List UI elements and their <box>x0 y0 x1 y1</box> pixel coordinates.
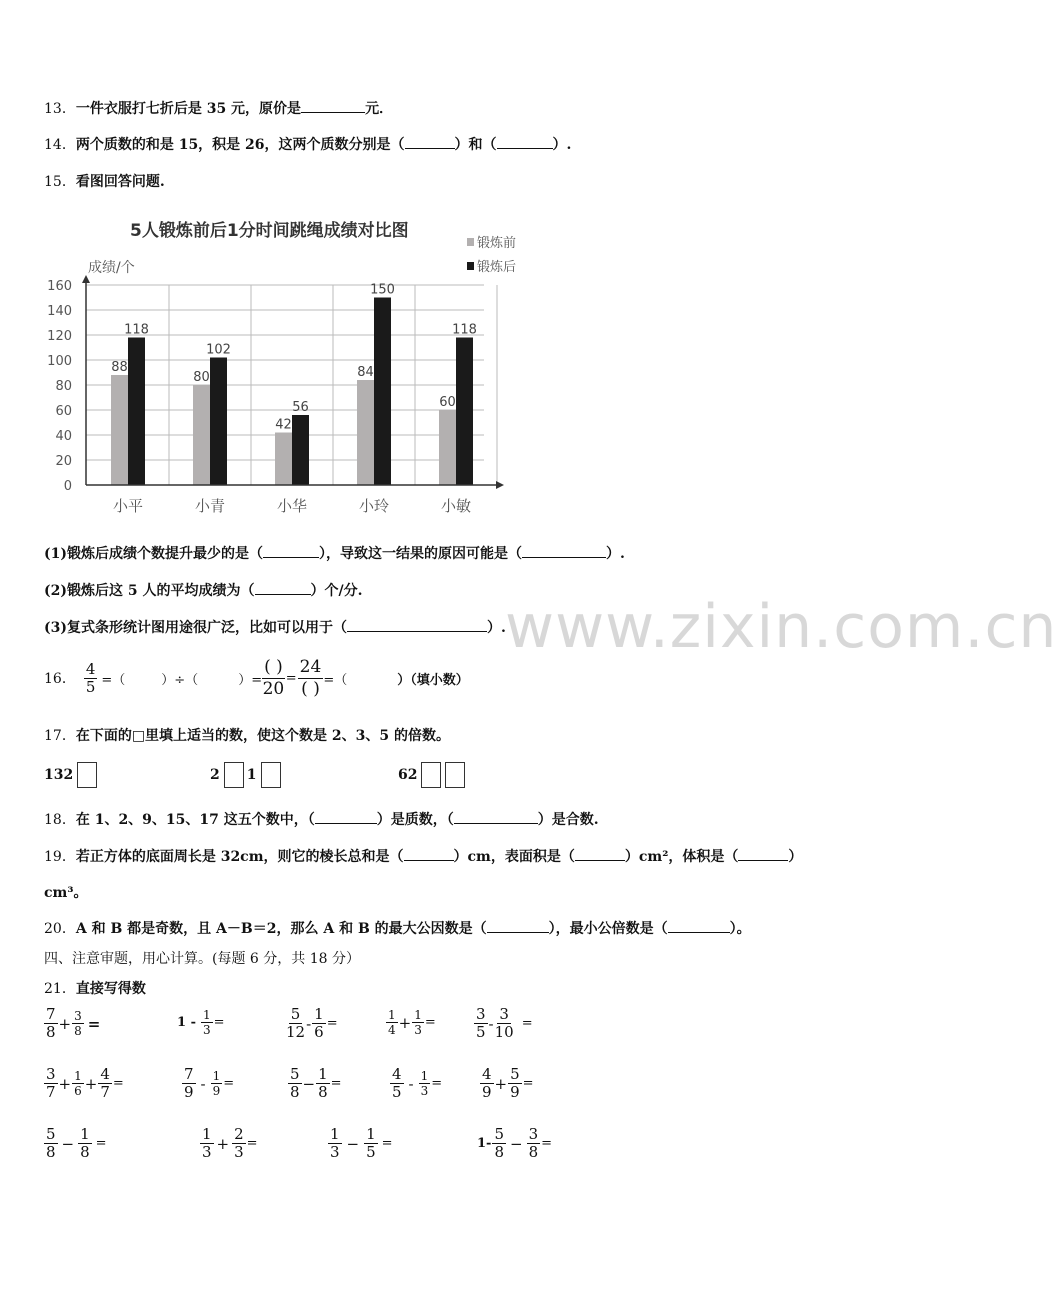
sub-question-3 <box>44 617 506 637</box>
fraction <box>288 1066 302 1101</box>
operator: + <box>494 1074 508 1093</box>
sub-label: (2) <box>44 583 67 599</box>
denominator: 9 <box>184 1083 194 1101</box>
numerator: 1 <box>212 1069 221 1083</box>
equals: = <box>87 1014 101 1033</box>
question-text-end: ）是合数. <box>537 812 599 828</box>
operator: + <box>216 1134 230 1153</box>
equals: = <box>213 1015 225 1030</box>
sub-text: 锻炼后这 5 人的平均成绩为（ <box>67 583 255 599</box>
question-text-end: 元． <box>365 101 394 117</box>
equals: = <box>521 1016 533 1031</box>
equals: ）= <box>238 672 263 688</box>
numerator: 5 <box>494 1125 504 1143</box>
sub-label: (3) <box>44 620 67 636</box>
question-15 <box>44 171 165 191</box>
fraction <box>412 1008 424 1037</box>
fraction <box>286 1006 305 1041</box>
legend-label: 锻炼前 <box>477 236 517 251</box>
section-heading: 四、注意审题，用心计算。(每题 6 分，共 18 分） <box>44 951 360 967</box>
fraction <box>84 661 98 696</box>
numerator: 1 <box>80 1125 90 1143</box>
digit-box-2[interactable] <box>261 762 281 788</box>
y-tick-label: 160 <box>47 279 72 294</box>
fraction <box>492 1126 506 1161</box>
operator: - <box>408 1074 414 1093</box>
denominator: 8 <box>528 1143 539 1161</box>
operator: - <box>488 1014 494 1033</box>
number-prefix: 132 <box>44 767 74 783</box>
x-tick-label: 小敏 <box>440 497 472 515</box>
digit-box[interactable] <box>77 762 97 788</box>
answer-blank[interactable] <box>255 582 311 595</box>
denominator: 3 <box>202 1143 212 1161</box>
question-14 <box>44 134 571 154</box>
denominator: 8 <box>80 1143 90 1161</box>
answer-blank-3[interactable] <box>738 848 788 861</box>
fraction <box>182 1066 196 1101</box>
watermark: www.zixin.com.cn <box>505 592 1057 662</box>
numerator: 3 <box>476 1005 486 1023</box>
data-label: 150 <box>370 282 395 298</box>
y-axis-ticks <box>47 279 72 494</box>
equals-paren: =（ <box>323 672 348 688</box>
numerator: 5 <box>46 1125 56 1143</box>
question-text-mid: ）和（ <box>454 137 497 153</box>
x-tick-label: 小华 <box>276 497 308 515</box>
operator: + <box>58 1074 72 1093</box>
data-label: 80 <box>193 370 210 385</box>
q17-item-2 <box>210 762 281 788</box>
fraction <box>232 1126 246 1161</box>
numerator-blank: ( ) <box>264 656 283 677</box>
bar-after <box>292 415 309 485</box>
denominator: 12 <box>286 1023 306 1041</box>
numerator: 4 <box>85 659 96 678</box>
equals: = <box>522 1076 534 1091</box>
bar-after <box>210 358 227 486</box>
legend-swatch <box>467 238 474 246</box>
question-number: 21． <box>44 981 76 997</box>
denominator: 8 <box>46 1143 56 1161</box>
bar-after <box>374 298 391 486</box>
question-text-mid: ）cm²，体积是（ <box>624 849 739 865</box>
denominator: 5 <box>476 1023 486 1041</box>
question-number: 20． <box>44 921 76 937</box>
question-18 <box>44 809 599 829</box>
operator: + <box>84 1074 98 1093</box>
calc-r3c2 <box>200 1126 259 1161</box>
question-text-mid: ）是质数，（ <box>376 812 454 828</box>
sub-question-1 <box>44 543 625 563</box>
denominator: 8 <box>290 1083 300 1101</box>
y-tick-label: 120 <box>47 329 72 344</box>
fraction <box>364 1126 378 1161</box>
bar-chart <box>40 205 540 525</box>
equals: = <box>246 1136 258 1151</box>
operator: − <box>302 1074 316 1093</box>
question-text: 若正方体的底面周长是 32cm，则它的棱长总和是（ <box>75 849 404 865</box>
divide-paren: ）÷（ <box>161 672 199 688</box>
question-text: 在下面的□里填上适当的数，使这个数是 2、3、5 的倍数。 <box>75 728 451 744</box>
denominator: 5 <box>392 1083 402 1101</box>
q17-item-1 <box>44 762 97 788</box>
denominator: 3 <box>202 1023 211 1037</box>
answer-blank-2[interactable] <box>668 920 730 933</box>
numerator: 1 <box>366 1125 376 1143</box>
denominator: 8 <box>74 1024 82 1038</box>
numerator: 4 <box>100 1065 110 1083</box>
answer-blank-1[interactable] <box>405 136 455 149</box>
answer-blank-2[interactable] <box>575 848 625 861</box>
operator: + <box>398 1013 412 1032</box>
denominator: 9 <box>482 1083 492 1101</box>
fraction <box>78 1126 92 1161</box>
chart-bars <box>111 283 477 486</box>
denominator: 3 <box>234 1143 244 1161</box>
equals: = <box>223 1076 235 1091</box>
answer-blank[interactable] <box>347 619 487 632</box>
y-tick-label: 0 <box>63 479 72 494</box>
numerator: 3 <box>528 1125 539 1143</box>
question-text: 直接写得数 <box>75 981 146 997</box>
denominator: 9 <box>212 1084 221 1098</box>
sub-text: 锻炼后成绩个数提升最少的是（ <box>67 546 263 562</box>
fraction <box>201 1008 213 1037</box>
answer-blank-1[interactable] <box>487 920 549 933</box>
question-text: A 和 B 都是奇数，且 A－B＝2，那么 A 和 B 的最大公因数是（ <box>75 921 487 937</box>
denominator: 4 <box>388 1023 396 1037</box>
calc-r1c3 <box>286 1006 339 1041</box>
question-number: 13． <box>44 101 76 117</box>
question-20 <box>44 918 751 938</box>
denominator: 3 <box>420 1084 429 1098</box>
numerator: 2 <box>234 1125 244 1143</box>
question-19-continued <box>44 882 87 902</box>
y-axis-arrow <box>82 275 90 283</box>
fraction <box>328 1126 342 1161</box>
denominator: 7 <box>100 1083 110 1101</box>
bar-after <box>456 338 473 486</box>
sub-text-end: ）. <box>487 620 506 636</box>
question-number: 14． <box>44 137 76 153</box>
numerator: 5 <box>510 1065 520 1083</box>
fraction <box>98 1066 112 1101</box>
question-number: 18． <box>44 812 76 828</box>
equals: = <box>424 1015 436 1030</box>
question-number: 15． <box>44 174 76 190</box>
question-text-paren: ） <box>788 849 803 865</box>
question-text: 看图回答问题. <box>75 174 165 190</box>
chart-title: 5人锻炼前后1分时间跳绳成绩对比图 <box>130 221 409 241</box>
denominator: 9 <box>510 1083 520 1101</box>
question-number: 17． <box>44 728 76 744</box>
question-text-end: ）（填小数） <box>397 672 469 688</box>
denominator: 20 <box>262 678 285 699</box>
denominator: 6 <box>74 1084 82 1098</box>
lead-term: 1 - <box>177 1015 196 1030</box>
numerator: 3 <box>499 1005 509 1023</box>
fraction <box>419 1069 431 1098</box>
equals: = <box>541 1136 553 1151</box>
fraction <box>44 1126 58 1161</box>
number-prefix: 2 <box>210 767 220 783</box>
equals-paren: =（ <box>101 672 126 688</box>
y-tick-label: 140 <box>47 304 72 319</box>
fraction <box>200 1126 214 1161</box>
answer-blank-1[interactable] <box>404 848 454 861</box>
data-label: 118 <box>124 322 149 338</box>
y-tick-label: 20 <box>55 454 72 469</box>
fraction <box>312 1006 326 1041</box>
fraction <box>316 1066 330 1101</box>
y-tick-label: 60 <box>55 404 72 419</box>
numerator: 4 <box>392 1065 402 1083</box>
question-text: 两个质数的和是 15，积是 26，这两个质数分别是（ <box>75 137 405 153</box>
question-text-mid: ），最小公倍数是（ <box>548 921 668 937</box>
calc-r2c2 <box>182 1066 235 1101</box>
x-axis-arrow <box>496 481 504 489</box>
data-label: 60 <box>439 395 456 410</box>
fraction <box>72 1069 84 1098</box>
numerator: 3 <box>46 1065 56 1083</box>
question-16: 16． $\frac{4}{5}$ =（ ）÷（ ）= $\frac{( )}{20}$ = $\frac{24}{( )}$ =（ ）（填小数） <box>44 656 469 699</box>
answer-blank-2[interactable] <box>454 811 538 824</box>
data-label: 42 <box>275 417 292 433</box>
y-tick-label: 100 <box>47 354 72 369</box>
bar-before <box>111 375 128 485</box>
bar-before <box>193 385 210 485</box>
number-middle: 1 <box>246 767 257 783</box>
fraction <box>211 1069 223 1098</box>
digit-box-2[interactable] <box>445 762 465 788</box>
equals: = <box>431 1076 443 1091</box>
numerator: 7 <box>46 1005 56 1023</box>
denominator-blank: ( ) <box>301 678 320 699</box>
numerator: 1 <box>318 1065 328 1083</box>
denominator: 10 <box>494 1023 514 1041</box>
operator: + <box>58 1014 72 1033</box>
data-label: 84 <box>357 365 374 380</box>
numerator: 4 <box>482 1065 492 1083</box>
question-text-end: ）。 <box>729 921 751 937</box>
operator: - <box>200 1074 206 1093</box>
fraction <box>44 1066 58 1101</box>
calc-r1c1 <box>44 1006 101 1041</box>
answer-blank-2[interactable] <box>522 545 606 558</box>
question-number: 16． <box>44 671 76 687</box>
calc-r2c4 <box>390 1066 443 1101</box>
answer-blank-1[interactable] <box>263 545 319 558</box>
calc-r1c5 <box>474 1006 534 1041</box>
calc-r3c3 <box>328 1126 394 1161</box>
denominator: 8 <box>318 1083 328 1101</box>
numerator: 1 <box>388 1008 396 1022</box>
question-13 <box>44 98 393 118</box>
y-tick-label: 80 <box>55 379 72 394</box>
calc-r1c4 <box>386 1008 437 1037</box>
y-tick-label: 40 <box>55 429 72 444</box>
numerator: 1 <box>330 1125 340 1143</box>
equals: = <box>330 1076 342 1091</box>
fraction <box>44 1006 58 1041</box>
numerator: 1 <box>74 1069 82 1083</box>
question-19 <box>44 846 802 866</box>
sub-text-end: ）个/分. <box>310 583 363 599</box>
operator: − <box>346 1134 360 1153</box>
numerator: 5 <box>290 1065 300 1083</box>
answer-blank[interactable] <box>301 100 365 113</box>
question-number: 19． <box>44 849 76 865</box>
lead-term: 1- <box>477 1136 492 1151</box>
numerator: 1 <box>420 1069 429 1083</box>
numerator: 1 <box>414 1008 422 1022</box>
operator: − <box>510 1134 523 1153</box>
equals: = <box>326 1016 338 1031</box>
denominator: 5 <box>85 677 96 696</box>
bar-before <box>357 380 374 485</box>
denominator: 8 <box>46 1023 56 1041</box>
fraction <box>508 1066 522 1101</box>
equals: = <box>95 1136 107 1151</box>
denominator: 3 <box>414 1023 422 1037</box>
chart-legend <box>467 235 516 275</box>
denominator: 6 <box>314 1023 324 1041</box>
x-tick-label: 小青 <box>194 497 226 515</box>
fraction <box>386 1008 398 1037</box>
fraction <box>72 1009 84 1038</box>
fraction-blank-denominator[interactable] <box>298 657 324 700</box>
question-text-mid: ）cm，表面积是（ <box>453 849 575 865</box>
denominator: 7 <box>46 1083 56 1101</box>
numerator: 1 <box>202 1008 211 1022</box>
x-axis-labels <box>113 497 471 515</box>
fraction <box>480 1066 494 1101</box>
y-axis-label: 成绩/个 <box>88 260 135 276</box>
denominator: 3 <box>330 1143 340 1161</box>
operator: − <box>61 1134 75 1153</box>
digit-box-1[interactable] <box>421 762 441 788</box>
calc-r2c3 <box>288 1066 343 1101</box>
numerator: 7 <box>184 1065 194 1083</box>
sub-text: 复式条形统计图用途很广泛，比如可以用于（ <box>67 620 347 636</box>
question-21 <box>44 978 146 998</box>
digit-box-1[interactable] <box>224 762 244 788</box>
calc-r1c2 <box>176 1008 226 1037</box>
question-text-end: cm³。 <box>44 885 88 901</box>
fraction <box>495 1006 514 1041</box>
sub-text-mid: ），导致这一结果的原因可能是（ <box>319 546 522 562</box>
answer-blank-2[interactable] <box>497 136 553 149</box>
fraction <box>390 1066 404 1101</box>
sub-question-2 <box>44 580 363 600</box>
calc-r2c5 <box>480 1066 535 1101</box>
calc-r3c4 <box>476 1126 553 1161</box>
sub-label: (1) <box>44 546 67 562</box>
legend-label: 锻炼后 <box>477 260 517 275</box>
question-17 <box>44 725 450 745</box>
sub-text-end: ）. <box>606 546 625 562</box>
denominator: 8 <box>494 1143 504 1161</box>
x-tick-label: 小玲 <box>358 497 390 515</box>
denominator: 5 <box>366 1143 376 1161</box>
answer-blank-1[interactable] <box>315 811 377 824</box>
data-label: 102 <box>206 342 231 358</box>
equals: = <box>381 1136 393 1151</box>
question-text: 一件衣服打七折后是 35 元，原价是 <box>75 101 302 117</box>
legend-swatch <box>467 262 474 270</box>
bar-before <box>439 410 456 485</box>
fraction <box>474 1006 488 1041</box>
q17-item-3 <box>398 762 465 788</box>
equals: = <box>112 1076 124 1091</box>
calc-r2c1 <box>44 1066 125 1101</box>
fraction <box>527 1126 541 1161</box>
question-text-end: ）. <box>552 137 572 153</box>
numerator: 5 <box>290 1005 301 1023</box>
number-prefix: 62 <box>398 767 418 783</box>
numerator: 1 <box>314 1005 324 1023</box>
numerator: 1 <box>202 1125 212 1143</box>
operator: - <box>306 1014 312 1033</box>
bar-before <box>275 433 292 486</box>
numerator: 3 <box>74 1009 82 1023</box>
data-label: 88 <box>111 360 128 375</box>
data-label: 118 <box>452 322 477 338</box>
data-label: 56 <box>292 400 309 415</box>
bar-after <box>128 338 145 486</box>
numerator: 24 <box>299 656 322 677</box>
fraction-blank-numerator[interactable] <box>262 657 285 700</box>
question-text: 在 1、2、9、15、17 这五个数中，（ <box>75 812 315 828</box>
x-tick-label: 小平 <box>112 497 144 515</box>
calc-r3c1 <box>44 1126 108 1161</box>
